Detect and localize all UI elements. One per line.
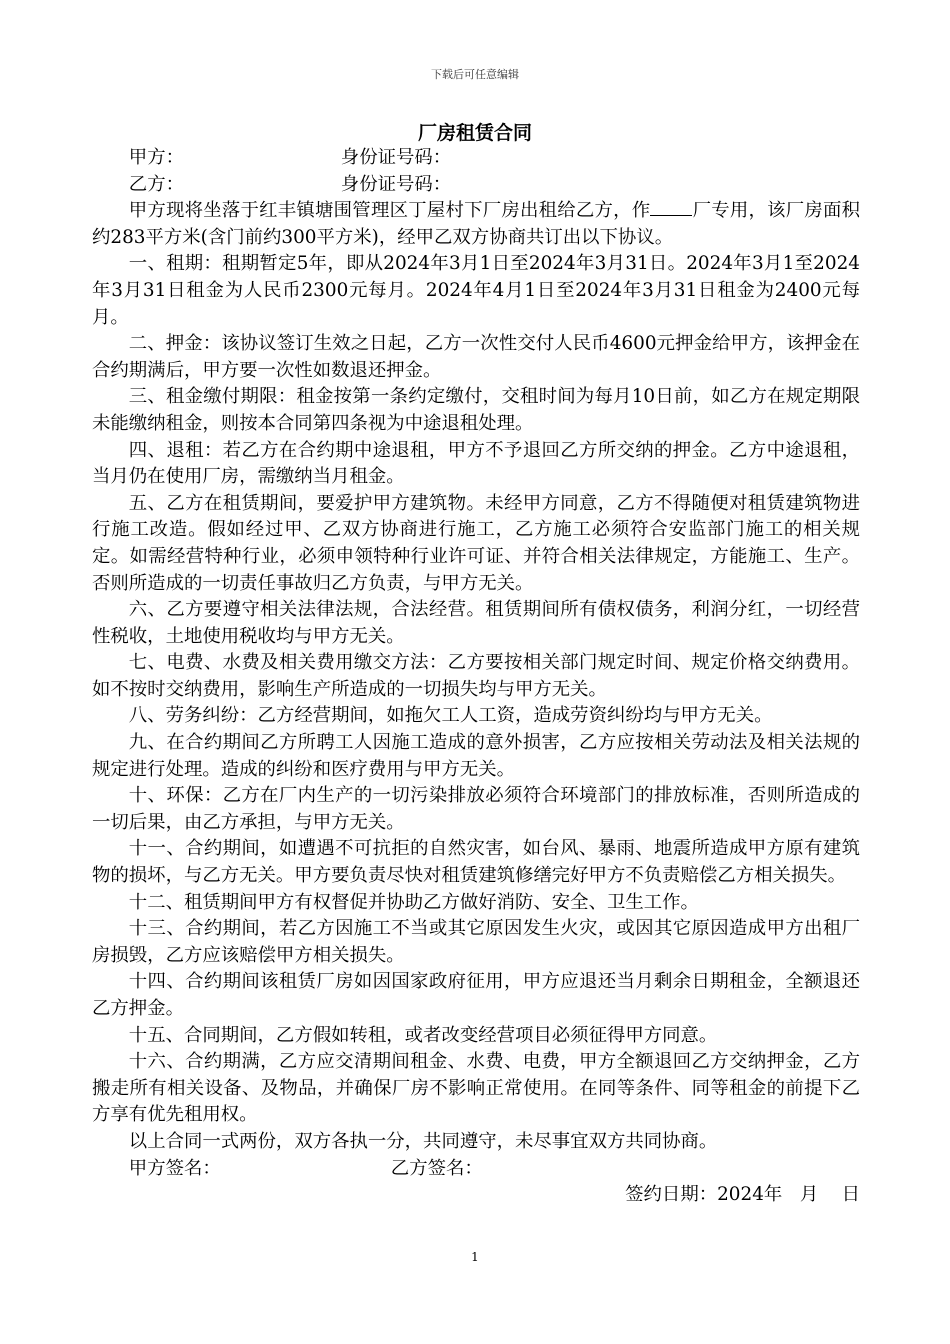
clause-11: 十一、合约期间，如遭遇不可抗拒的自然灾害，如台风、暴雨、地震所造成甲方原有建筑物的损坏，与乙方无关。甲方要负责尽快对租赁建筑修缮完好甲方不负责赔偿乙方相关损失。 [92,838,860,887]
clause-5: 五、乙方在租赁期间，要爱护甲方建筑物。未经甲方同意，乙方不得随便对租赁建筑物进行施工改造。假如经过甲、乙双方协商进行施工，乙方施工必须符合安监部门施工的相关规定。如需经营特种行业，必须申领特种行业许可证、并符合相关法律规定，方能施工、生产。否则所造成的一切责任事故归乙方负责，与甲方无关。 [92,492,860,594]
party-b-signature-label: 乙方签名： [390,1157,483,1179]
party-a-id-label: 身份证号码： [340,147,452,168]
contract-body [92,145,860,1209]
clause-6: 六、乙方要遵守相关法律法规，合法经营。租赁期间所有债权债务，利润分红，一切经营性税收，土地使用税收均与甲方无关。 [92,599,860,647]
fill-in-blank [650,199,692,216]
party-a-label: 甲方： [128,147,184,168]
party-b-label: 乙方： [128,173,184,195]
clause-8: 八、劳务纠纷：乙方经营期间，如拖欠工人工资，造成劳资纠纷均与甲方无关。 [128,705,773,727]
clause-7: 七、电费、水费及相关费用缴交方法：乙方要按相关部门规定时间、规定价格交纳费用。如不按时交纳费用，影响生产所造成的一切损失均与甲方无关。 [92,652,860,700]
clause-1: 一、租期：租期暂定5年，即从2024年3月1日至2024年3月31日。2024年3月1至2024年3月31日租金为人民币2300元每月。2024年4月1日至2024年3月31日租金为2400元每月。 [92,253,860,328]
clause-10: 十、环保：乙方在厂内生产的一切污染排放必须符合环境部门的排放标准，否则所造成的一切后果，由乙方承担，与甲方无关。 [92,785,860,833]
clause-14: 十四、合约期间该租赁厂房如因国家政府征用，甲方应退还当月剩余日期租金，全额退还乙方押金。 [92,971,860,1019]
clause-15: 十五、合同期间，乙方假如转租，或者改变经营项目必须征得甲方同意。 [128,1024,718,1046]
party-a-line [92,145,860,172]
header-note: 下载后可任意编辑 [431,68,519,81]
intro-text-after: 厂专用，该厂房面积约283平方米(含门前约300平方米)，经甲乙双方协商共订出以下协议。 [92,200,860,248]
clause-16: 十六、合约期满，乙方应交清期间租金、水费、电费，甲方全额退回乙方交纳押金，乙方搬走所有相关设备、及物品，并确保厂房不影响正常使用。在同等条件、同等租金的前提下乙方享有优先租用权。 [92,1051,860,1126]
clause-9: 九、在合约期间乙方所聘工人因施工造成的意外损害，乙方应按相关劳动法及相关法规的规定进行处理。造成的纠纷和医疗费用与甲方无关。 [92,732,860,780]
document-title: 厂房租赁合同 [417,122,532,144]
clause-2: 二、押金：该协议签订生效之日起，乙方一次性交付人民币4600元押金给甲方，该押金在合约期满后，甲方要一次性如数退还押金。 [92,333,860,381]
signature-line [92,1156,860,1183]
clause-13: 十三、合约期间，若乙方因施工不当或其它原因发生火灾，或因其它原因造成甲方出租厂房损毁，乙方应该赔偿甲方相关损失。 [92,918,860,966]
signing-date: 签约日期：2024年 月 日 [625,1184,860,1206]
party-b-id-label: 身份证号码： [340,173,452,195]
party-b-line [92,172,860,199]
clause-3: 三、租金缴付期限：租金按第一条约定缴付，交租时间为每月10日前，如乙方在规定期限未能缴纳租金，则按本合同第四条视为中途退租处理。 [92,386,860,434]
clause-12: 十二、租赁期间甲方有权督促并协助乙方做好消防、安全、卫生工作。 [128,891,699,913]
closing-paragraph: 以上合同一式两份，双方各执一分，共同遵守，未尽事宜双方共同协商。 [128,1130,718,1152]
intro-text-before: 甲方现将坐落于红丰镇塘围管理区丁屋村下厂房出租给乙方，作 [128,200,651,222]
clause-4: 四、退租：若乙方在合约期中途退租，甲方不予退回乙方所交纳的押金。乙方中途退租，当月仍在使用厂房，需缴纳当月租金。 [92,439,860,488]
party-a-signature-label: 甲方签名： [128,1157,221,1179]
intro-paragraph [92,198,860,251]
page-number: 1 [471,1250,479,1264]
